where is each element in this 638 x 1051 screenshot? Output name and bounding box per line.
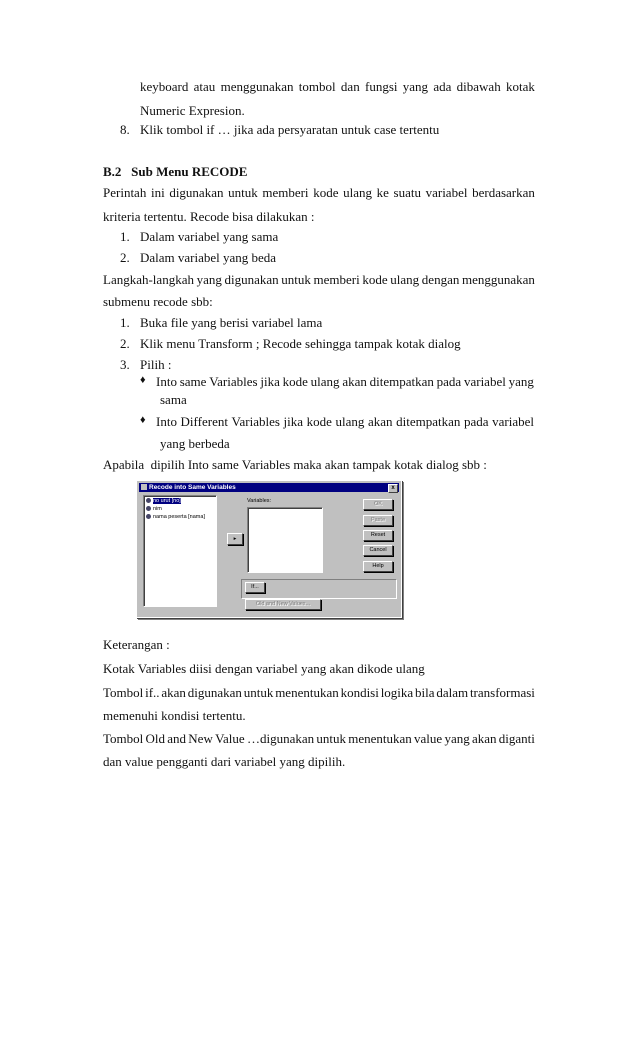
word: transformasi [469, 685, 535, 700]
word: jika [260, 374, 280, 389]
keterangan-line3: memenuhi kondisi tertentu. [103, 708, 246, 723]
intro-line1 [103, 185, 535, 201]
word: ulang [390, 272, 420, 287]
word: suatu [393, 185, 421, 200]
word: Perintah [103, 185, 147, 200]
word: fungsi [364, 79, 398, 94]
word: akan [471, 731, 497, 746]
paste-button[interactable]: Paste [363, 515, 393, 526]
word: ada [433, 79, 452, 94]
reset-button[interactable]: Reset [363, 530, 393, 541]
word: …digunakan [246, 731, 315, 746]
word: akan [161, 685, 186, 700]
word: digunakan [224, 272, 279, 287]
word: untuk [316, 731, 346, 746]
app-icon [141, 484, 147, 490]
dialog-title: Recode into Same Variables [149, 484, 236, 491]
keterangan-line2 [103, 685, 535, 701]
ok-button[interactable]: OK [363, 499, 393, 510]
keterangan-line4 [103, 731, 535, 747]
step-2-text: Klik menu Transform ; Recode sehingga tampak kotak dialog [140, 336, 461, 351]
word: Different [180, 414, 228, 429]
word: ini [150, 185, 165, 200]
word: New [188, 731, 213, 746]
step-1-text: Buka file yang berisi variabel lama [140, 315, 323, 330]
help-button[interactable]: Help [363, 561, 393, 572]
source-variable-list[interactable] [143, 495, 217, 607]
section-heading: B.2 Sub Menu RECODE [103, 164, 248, 179]
word: berdasarkan [472, 185, 535, 200]
word: akan [342, 374, 367, 389]
word: Langkah-langkah [103, 272, 194, 287]
word: same [179, 374, 207, 389]
word: untuk [243, 685, 274, 700]
item8-text: Klik tombol if … jika ada persyaratan untuk case tertentu [140, 122, 440, 137]
cancel-button[interactable]: Cancel [363, 545, 393, 556]
word: ditempatkan [369, 374, 434, 389]
word: yang [196, 272, 222, 287]
recode-dialog [136, 480, 402, 618]
word: jika [283, 414, 304, 429]
word: kotak [505, 79, 535, 94]
word: akan [367, 414, 393, 429]
word: ulang [310, 374, 340, 389]
para1-line1 [140, 79, 535, 95]
word: Variables [209, 374, 258, 389]
word: yang [402, 79, 429, 94]
word: keyboard [140, 79, 189, 94]
word: Old [145, 731, 166, 746]
word: Value [215, 731, 245, 746]
word: ditempatkan [396, 414, 461, 429]
bullet-1-line1 [156, 374, 534, 390]
word: ulang [343, 185, 372, 200]
word: bila [415, 685, 435, 700]
word: untuk [228, 185, 258, 200]
word: ulang [335, 414, 365, 429]
word: Tombol [103, 731, 144, 746]
variable-icon [146, 506, 151, 511]
step-3-text: Pilih : [140, 357, 172, 372]
steps-line1 [103, 272, 535, 288]
bullet-1-diamond-icon: ♦ [140, 374, 146, 386]
para1-line2: Numeric Expresion. [140, 103, 245, 118]
word: yang [508, 374, 534, 389]
close-button[interactable]: x [388, 484, 398, 493]
word: memberi [313, 272, 360, 287]
intro-line2: kriteria tertentu. Recode bisa dilakukan : [103, 209, 315, 224]
word: untuk [281, 272, 311, 287]
word: kode [306, 414, 332, 429]
word: menggunakan [461, 272, 535, 287]
option-2-text: Dalam variabel yang beda [140, 250, 277, 265]
option-2-number: 2. [120, 250, 130, 265]
step-1-number: 1. [120, 315, 130, 330]
word: Into [156, 414, 177, 429]
word: value [414, 731, 443, 746]
steps-line2: submenu recode sbb: [103, 294, 213, 309]
variables-label: Variables: [247, 498, 272, 504]
word: digunakan [187, 685, 242, 700]
bullet-2-diamond-icon: ♦ [140, 414, 146, 426]
word: Tombol [103, 685, 144, 700]
word: and [167, 731, 187, 746]
word: variabel [492, 414, 534, 429]
word: pada [436, 374, 462, 389]
word: variabel [463, 374, 506, 389]
keterangan-line1: Kotak Variables diisi dengan variabel yang akan dikode ulang [103, 661, 425, 676]
dialog-titlebar [139, 483, 399, 492]
word: dibawah [456, 79, 501, 94]
bullet-2-line1 [156, 414, 534, 430]
word: memberi [262, 185, 309, 200]
bullet-2-line2: yang berbeda [160, 436, 230, 451]
if-button[interactable]: If... [245, 582, 265, 593]
option-1-number: 1. [120, 229, 130, 244]
word: kondisi [340, 685, 379, 700]
option-1-text: Dalam variabel yang sama [140, 229, 279, 244]
word: digunakan [169, 185, 224, 200]
bullet-1-line2: sama [160, 392, 187, 407]
word: Variables [231, 414, 280, 429]
word: diganti [498, 731, 535, 746]
list-item[interactable]: no urut [no] [146, 498, 181, 504]
variable-icon [146, 498, 151, 503]
list-item[interactable]: nama peserta [nama] [146, 514, 205, 520]
item8-number: 8. [120, 122, 130, 137]
word: kode [282, 374, 308, 389]
list-item[interactable]: nim [146, 506, 162, 512]
word: menggunakan [220, 79, 294, 94]
word: ke [376, 185, 389, 200]
word: logika [380, 685, 414, 700]
apabila-text: Apabila dipilih Into same Variables maka akan tampak kotak dialog sbb : [103, 457, 487, 472]
old-new-values-button[interactable]: Old and New Values... [245, 599, 321, 610]
step-3-number: 3. [120, 357, 130, 372]
word: if.. [145, 685, 160, 700]
target-variables-box[interactable] [247, 507, 323, 573]
word: Into [156, 374, 177, 389]
keterangan-line5: dan value pengganti dari variabel yang dipilih. [103, 754, 346, 769]
word: atau [193, 79, 216, 94]
word: yang [444, 731, 470, 746]
word: dan [340, 79, 360, 94]
variable-icon [146, 514, 151, 519]
word: dengan [421, 272, 460, 287]
word: dalam [436, 685, 469, 700]
word: kode [313, 185, 339, 200]
step-2-number: 2. [120, 336, 130, 351]
word: menentukan [348, 731, 412, 746]
word: tombol [298, 79, 336, 94]
word: pada [463, 414, 489, 429]
word: kode [362, 272, 388, 287]
move-arrow-button[interactable]: ▸ [227, 533, 243, 545]
keterangan-heading: Keterangan : [103, 637, 170, 652]
word: menentukan [275, 685, 339, 700]
word: variabel [425, 185, 468, 200]
